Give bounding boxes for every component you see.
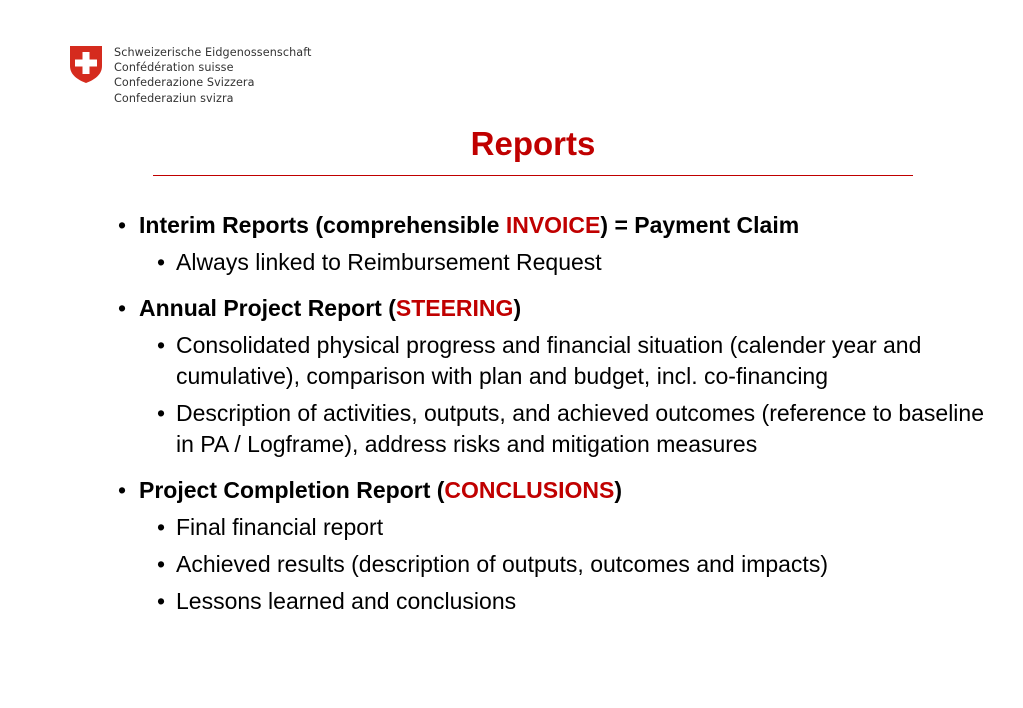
list-item — [157, 330, 1006, 392]
bullet: • — [118, 477, 127, 503]
list-item-text: Always linked to Reimbursement Request — [176, 249, 602, 275]
slide-title: Reports — [470, 125, 596, 162]
list-item-text: Lessons learned and conclusions — [176, 588, 517, 614]
list-item-text: Description of activities, outputs, and achieved outcomes (reference to baseline in PA / Logframe), address risks and mitigation measures — [176, 400, 984, 457]
section-heading-text: Project Completion Report ( — [139, 477, 445, 503]
list-item-text: Achieved results (description of outputs, outcomes and impacts) — [176, 551, 828, 577]
title-divider — [153, 175, 913, 176]
list-item — [157, 398, 1006, 460]
list-item-text: Final financial report — [176, 514, 384, 540]
bullet: • — [157, 588, 166, 614]
agency-name-de: Schweizerische Eidgenossenschaft — [114, 46, 312, 59]
bullet: • — [118, 212, 127, 238]
agency-name-rm: Confederaziun svizra — [114, 91, 234, 105]
section-heading-highlight: CONCLUSIONS — [444, 477, 615, 503]
bullet: • — [157, 400, 166, 426]
list-item-text: Consolidated physical progress and financial situation (calender year and cumulative), comparison with plan and budget, incl. co-financing — [176, 332, 922, 389]
agency-name-it: Confederazione Svizzera — [114, 76, 255, 90]
agency-names — [114, 45, 354, 106]
section-heading-text: ) — [513, 295, 522, 321]
list-item — [157, 512, 1006, 543]
section-heading-text: ) — [614, 477, 623, 503]
bullet: • — [118, 295, 127, 321]
slide-content — [116, 209, 1006, 617]
section-project-completion-report — [116, 474, 1006, 506]
section-heading-highlight: INVOICE — [505, 212, 601, 238]
list-item — [157, 247, 1006, 278]
section-heading-text: ) = Payment Claim — [600, 212, 800, 238]
bullet: • — [157, 514, 166, 540]
bullet: • — [157, 332, 166, 358]
bullet: • — [157, 551, 166, 577]
list-item — [157, 586, 1006, 617]
section-heading-text: Annual Project Report ( — [139, 295, 396, 321]
section-heading-highlight: STEERING — [395, 295, 514, 321]
section-interim-reports — [116, 209, 1006, 241]
section-annual-project-report — [116, 292, 1006, 324]
section-heading-text: Interim Reports (comprehensible — [139, 212, 506, 238]
bullet: • — [157, 249, 166, 275]
swiss-flag-icon — [68, 44, 104, 84]
list-item — [157, 549, 1006, 580]
agency-name-fr: Confédération suisse — [114, 61, 234, 75]
